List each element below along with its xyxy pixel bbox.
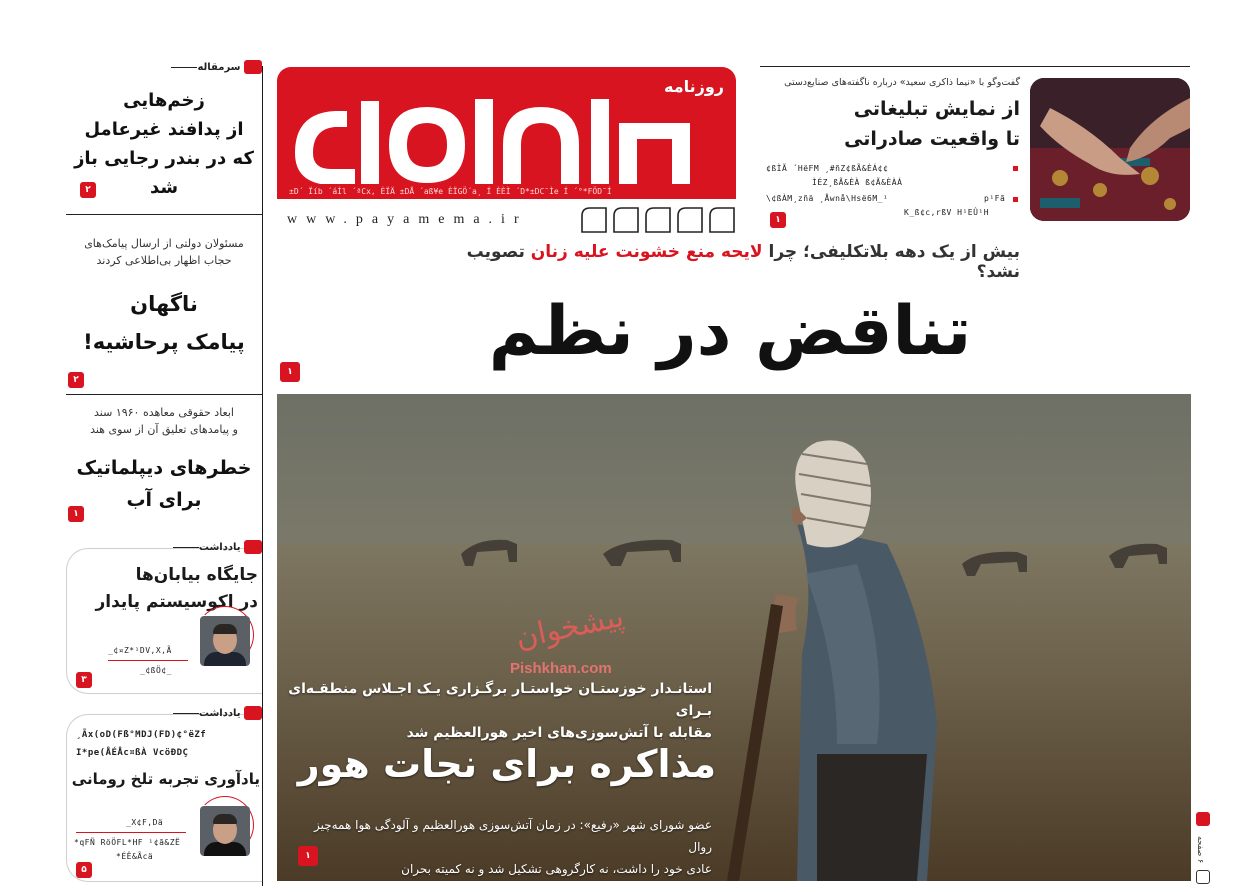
watermark-en: Pishkhan.com <box>510 660 612 677</box>
author-2-avatar <box>200 806 250 856</box>
masthead-logo[interactable] <box>277 67 736 199</box>
logo-wordmark-icon <box>295 93 690 185</box>
note-1-headline: جایگاه بیابان‌ها در اکوسیستم پایدار <box>95 565 258 612</box>
editorial-kicker: سرمقاله <box>66 60 262 74</box>
note-2-garble-2: I*pe(ÅÉÅc¤ßÀ VcöÐDÇ <box>76 748 189 758</box>
sms-subtitle-2: حجاب اظهار بی‌اطلاعی کردند <box>96 254 232 267</box>
editorial-headline-3: که در بندر رجایی باز شد <box>74 148 254 198</box>
left-column-divider <box>262 66 263 886</box>
note-1-kicker: یادداشت <box>66 540 262 554</box>
bullet <box>1013 197 1018 202</box>
author-2-role: *qFÑ RöÖFL*HF ¹¢ã&ZË <box>74 838 181 847</box>
top-right-garble-1: ¢ßÌÃ ´HëFM ¸#ñZ¢ßÃ&ÈÁ¢¢ <box>766 164 889 173</box>
top-right-garble-4: p¹Fã <box>984 194 1006 203</box>
author-1-role: _¢ßÖ¢_ <box>140 666 172 675</box>
editorial-headline-2: از پدافند غیرعامل <box>84 119 244 140</box>
bullet <box>1013 166 1018 171</box>
author-line <box>76 832 186 833</box>
note-2-garble-1: ¸Ãx(oD(Fß°MDJ(FD)¢°ëZf <box>76 730 207 740</box>
diplomacy-subtitle-2: و پیامدهای تعلیق آن از سوی هند <box>90 423 238 436</box>
photo-page-tag[interactable]: ۱ <box>298 846 318 866</box>
sms-headline-2: پیامک پرحاشیه! <box>83 330 245 354</box>
photo-lede: استانـدار خوزستـان خواستـار برگـزاری یـک اجـلاس منطقـه‌ای بـرای مقابله با آتش‌سوزی‌های اخیر هورالعظیم شد <box>288 681 712 741</box>
side-label: ۶ صفحه <box>1196 836 1205 864</box>
diplomacy-headline-1: خطرهای دیپلماتیک <box>76 457 252 479</box>
sms-block[interactable] <box>66 235 262 361</box>
diplomacy-subtitle-1: ابعاد حقوقی معاهده ۱۹۶۰ سند <box>94 406 234 419</box>
note-1-page-tag[interactable]: ۳ <box>76 672 92 688</box>
side-box <box>1196 870 1210 884</box>
top-right-kicker: گفت‌وگو با «نیما ذاکری سعید» درباره ناگفته‌های صنایع‌دستی <box>784 77 1020 88</box>
top-right-garble-5: K_ß¢c,rßV H¹EÛ¹H <box>904 208 990 217</box>
editorial-page-tag[interactable]: ۲ <box>80 182 96 198</box>
diplomacy-headline-2: برای آب <box>126 489 202 511</box>
note-2-page-tag[interactable]: ۵ <box>76 862 92 878</box>
lead-photo[interactable] <box>277 394 1191 881</box>
sms-headline-1: ناگهان <box>130 292 198 316</box>
author-2-name: _X¢F,Dä <box>126 818 164 827</box>
divider <box>66 394 262 395</box>
top-right-garble-2: ÌÉZ¸ßÃ&ÈÀ ß¢Ã&ÈÀÁ <box>812 178 903 187</box>
top-right-headline: از نمایش تبلیغاتی تا واقعیت صادراتی <box>844 98 1020 150</box>
note-icon <box>244 706 262 720</box>
top-right-garble-3: \¢ßÀM¸zñä ¸Åwnå\Hsë6M_¹ <box>766 194 889 203</box>
editorial-icon <box>244 60 262 74</box>
editorial-headline-1: زخم‌هایی <box>123 90 205 111</box>
diplomacy-page-tag[interactable]: ۱ <box>68 506 84 522</box>
sms-page-tag[interactable]: ۲ <box>68 372 84 388</box>
author-1-name: _¢¤Z*¹DV,X,Ã <box>108 646 172 655</box>
author-line <box>108 660 188 661</box>
editorial-block[interactable] <box>66 60 262 202</box>
main-page-tag[interactable]: ۱ <box>280 362 300 382</box>
watermark-fa: پیشخوان <box>512 599 627 656</box>
top-right-page-tag[interactable]: ۱ <box>770 212 786 228</box>
main-headline[interactable]: تناقض در نظم <box>488 292 972 371</box>
divider <box>66 214 262 215</box>
date-boxes-icon <box>580 206 736 234</box>
sms-subtitle-1: مسئولان دولتی از ارسال پیامک‌های <box>84 237 244 250</box>
note-2-headline: یادآوری تجربه تلخ رومانی <box>71 770 260 788</box>
side-marker <box>1196 812 1210 826</box>
note-icon <box>244 540 262 554</box>
main-kicker: بیش از یک دهه بلاتکلیفی؛ چرا لایحه منع خشونت علیه زنان تصویب نشد؟ <box>466 242 1020 282</box>
note-2-kicker: یادداشت <box>66 706 262 720</box>
masthead-label: روزنامه <box>664 77 724 96</box>
photo-body: عضو شورای شهر «رفیع»: در زمان آتش‌سوزی هورالعظیم و آلودگی هوا همه‌چیز روال عادی خود را داشت، نه کارگروهی تشکیل شد و نه کمیته بحران <box>313 818 712 876</box>
website-url[interactable]: www.payamema.ir <box>287 212 528 227</box>
photo-headline[interactable]: مذاکره برای نجات هور <box>297 742 716 786</box>
author-2-extra: *ÉÊ&Ãcä <box>116 852 154 861</box>
author-1-avatar <box>200 616 250 666</box>
diplomacy-block[interactable] <box>66 404 262 516</box>
handicraft-photo <box>1030 78 1190 221</box>
masthead-ticker: ±D´ Ïíb ´áÌl ´ªCx, ÈÏÄ ±DÅ ´aß¥e ÈÏGÖ´a¸ Í ÈÈÌ ´D*±DC¯Ìe Í ´°*FÖD¯Í <box>277 184 736 199</box>
